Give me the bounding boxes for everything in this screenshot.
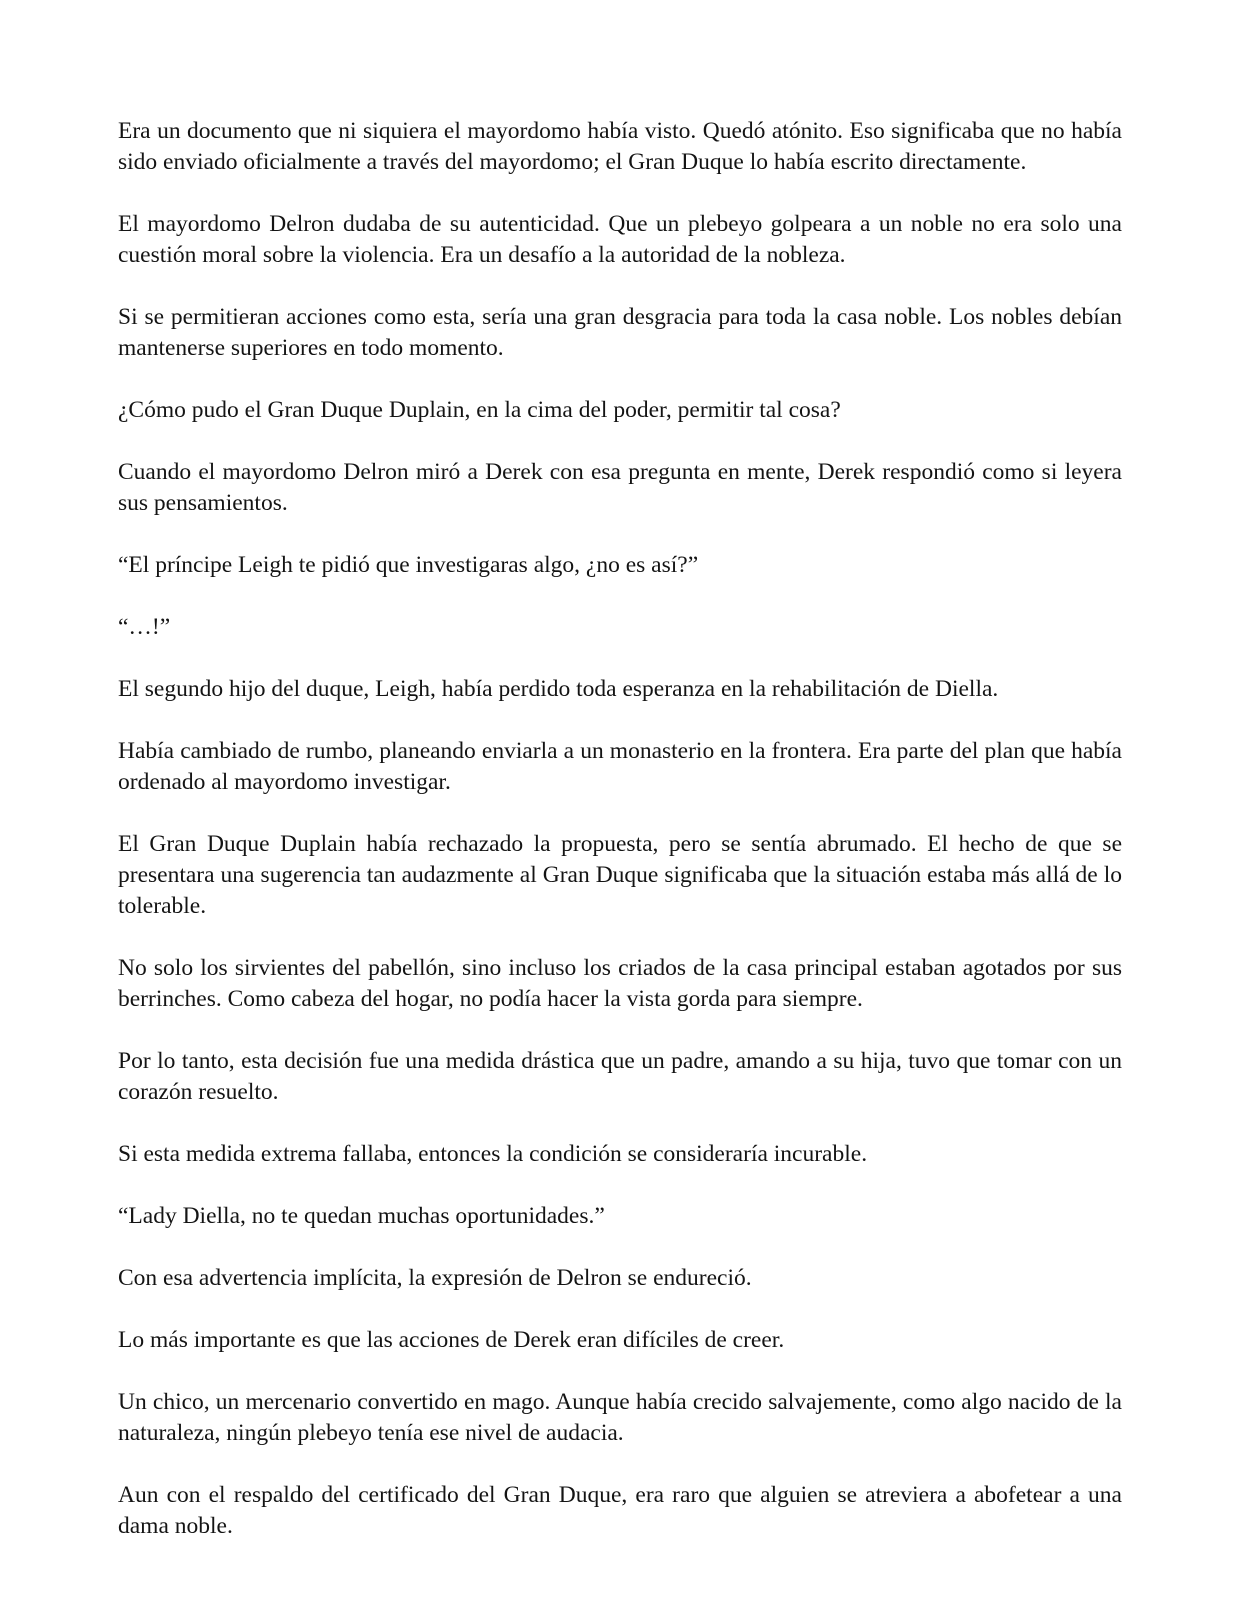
paragraph: El Gran Duque Duplain había rechazado la propuesta, pero se sentía abrumado. El hecho de que se presentara una sugerencia tan audazmente al Gran Duque significaba que la situación estaba más allá de lo tolerable.: [118, 831, 1122, 919]
paragraph: Con esa advertencia implícita, la expresión de Delron se endureció.: [118, 1265, 752, 1291]
paragraph: Un chico, un mercenario convertido en mago. Aunque había crecido salvajemente, como algo nacido de la naturaleza, ningún plebeyo tenía ese nivel de audacia.: [118, 1389, 1122, 1446]
paragraph: Aun con el respaldo del certificado del Gran Duque, era raro que alguien se atreviera a abofetear a una dama noble.: [118, 1482, 1122, 1539]
paragraph: No solo los sirvientes del pabellón, sino incluso los criados de la casa principal estaban agotados por sus berrinches. Como cabeza del hogar, no podía hacer la vista gorda para siempre.: [118, 955, 1122, 1012]
paragraph: ¿Cómo pudo el Gran Duque Duplain, en la cima del poder, permitir tal cosa?: [118, 397, 841, 423]
paragraph: Había cambiado de rumbo, planeando enviarla a un monasterio en la frontera. Era parte del plan que había ordenado al mayordomo investigar.: [118, 738, 1122, 795]
paragraph: El segundo hijo del duque, Leigh, había perdido toda esperanza en la rehabilitación de Diella.: [118, 676, 999, 702]
document-body: [118, 116, 1122, 1573]
paragraph: Lo más importante es que las acciones de Derek eran difíciles de creer.: [118, 1327, 785, 1353]
paragraph: Por lo tanto, esta decisión fue una medida drástica que un padre, amando a su hija, tuvo que tomar con un corazón resuelto.: [118, 1048, 1122, 1105]
paragraph: “…!”: [118, 614, 171, 640]
paragraph: El mayordomo Delron dudaba de su autenticidad. Que un plebeyo golpeara a un noble no era solo una cuestión moral sobre la violencia. Era un desafío a la autoridad de la nobleza.: [118, 211, 1122, 268]
paragraph: “Lady Diella, no te quedan muchas oportunidades.”: [118, 1203, 605, 1229]
paragraph: Cuando el mayordomo Delron miró a Derek con esa pregunta en mente, Derek respondió como si leyera sus pensamientos.: [118, 459, 1122, 516]
paragraph: Si se permitieran acciones como esta, sería una gran desgracia para toda la casa noble. Los nobles debían mantenerse superiores en todo momento.: [118, 304, 1122, 361]
paragraph: “El príncipe Leigh te pidió que investigaras algo, ¿no es así?”: [118, 552, 699, 578]
paragraph: Era un documento que ni siquiera el mayordomo había visto. Quedó atónito. Eso significaba que no había sido enviado oficialmente a través del mayordomo; el Gran Duque lo había escrito directamente.: [118, 118, 1122, 175]
paragraph: Si esta medida extrema fallaba, entonces la condición se consideraría incurable.: [118, 1141, 868, 1167]
